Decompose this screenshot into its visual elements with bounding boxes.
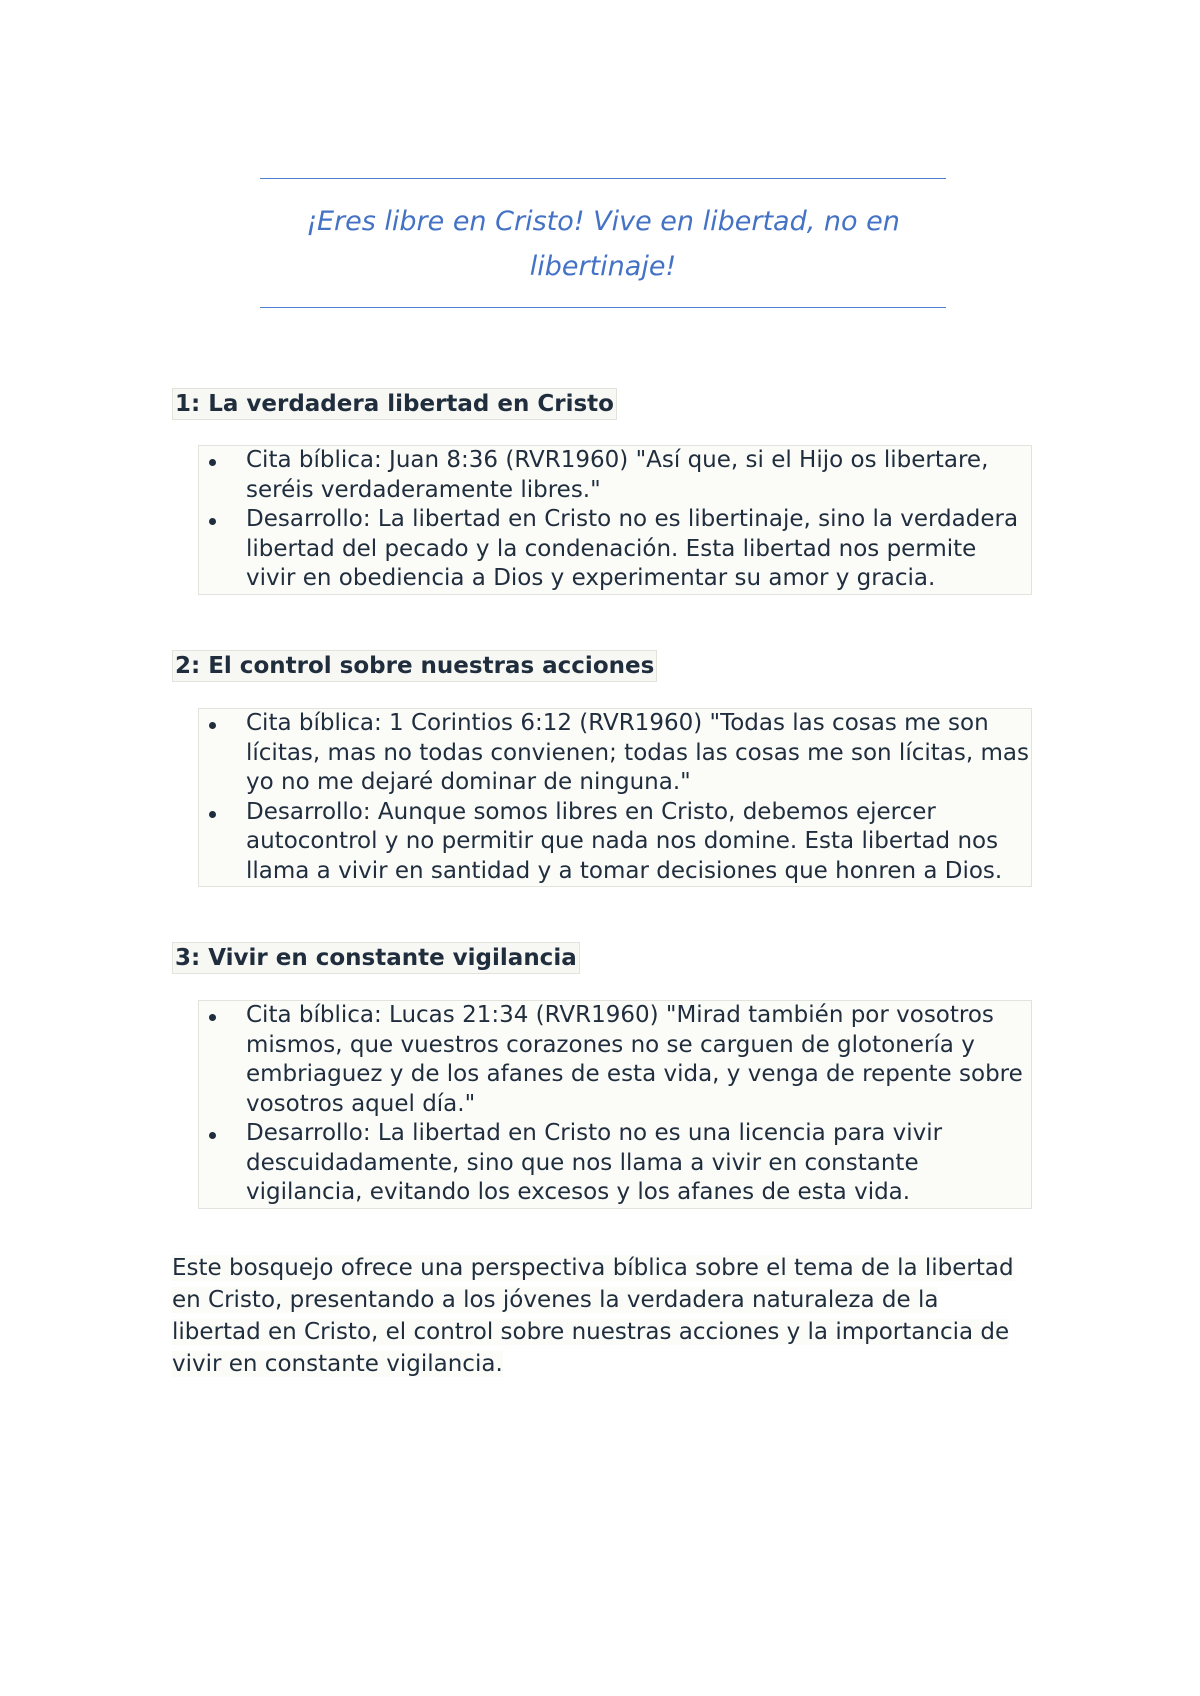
list-item — [199, 798, 1031, 887]
development-text: Desarrollo: La libertad en Cristo no es una licencia para vivir descuidadamente, sino que nos llama a vivir en constante vigilancia, evitando los excesos y los afanes de esta vida. — [246, 1120, 943, 1205]
bible-quote: Cita bíblica: Lucas 21:34 (RVR1960) "Mirad también por vosotros mismos, que vuestros corazones no se carguen de glotonería y embriaguez y de los afanes de esta vida, y venga de repente sobre vosotros aquel día." — [246, 1002, 1023, 1117]
bible-quote: Cita bíblica: Juan 8:36 (RVR1960) "Así que, si el Hijo os libertare, seréis verdaderamente libres." — [246, 447, 989, 503]
list-item — [199, 505, 1031, 594]
list-item — [199, 1119, 1031, 1208]
list-item — [199, 1001, 1031, 1119]
bullet-icon — [209, 722, 216, 729]
list-item — [199, 709, 1031, 798]
section-3-bullets — [198, 1000, 1032, 1209]
bullet-icon — [209, 1014, 216, 1021]
list-item — [199, 446, 1031, 505]
document-title: ¡Eres libre en Cristo! Vive en libertad, no en libertinaje! — [306, 206, 900, 282]
section-heading-2: 2: El control sobre nuestras acciones — [172, 650, 657, 682]
section-2-bullets — [198, 708, 1032, 887]
development-text: Desarrollo: La libertad en Cristo no es libertinaje, sino la verdadera libertad del pecado y la condenación. Esta libertad nos permite vivir en obediencia a Dios y experimentar su amor y gracia. — [246, 506, 1019, 591]
bullet-icon — [209, 518, 216, 525]
development-text: Desarrollo: Aunque somos libres en Cristo, debemos ejercer autocontrol y no permitir que nada nos domine. Esta libertad nos llama a vivir en santidad y a tomar decisiones que honren a Dios. — [246, 798, 1003, 884]
bullet-icon — [209, 1132, 216, 1139]
bible-quote: Cita bíblica: 1 Corintios 6:12 (RVR1960) "Todas las cosas me son lícitas, mas no todas convienen; todas las cosas me son lícitas, mas yo no me dejaré dominar de ninguna." — [246, 710, 1029, 795]
title-block — [260, 178, 946, 308]
conclusion-text: Este bosquejo ofrece una perspectiva bíblica sobre el tema de la libertad en Cristo, presentando a los jóvenes la verdadera naturaleza de la libertad en Cristo, el control sobre nuestras acciones y la importancia de vivir en constante vigilancia. — [172, 1255, 1014, 1377]
section-heading-3: 3: Vivir en constante vigilancia — [172, 942, 580, 974]
section-heading-1: 1: La verdadera libertad en Cristo — [172, 388, 617, 420]
bullet-icon — [209, 811, 216, 818]
bullet-icon — [209, 459, 216, 466]
section-1-bullets — [198, 445, 1032, 595]
conclusion-paragraph — [172, 1252, 1032, 1380]
